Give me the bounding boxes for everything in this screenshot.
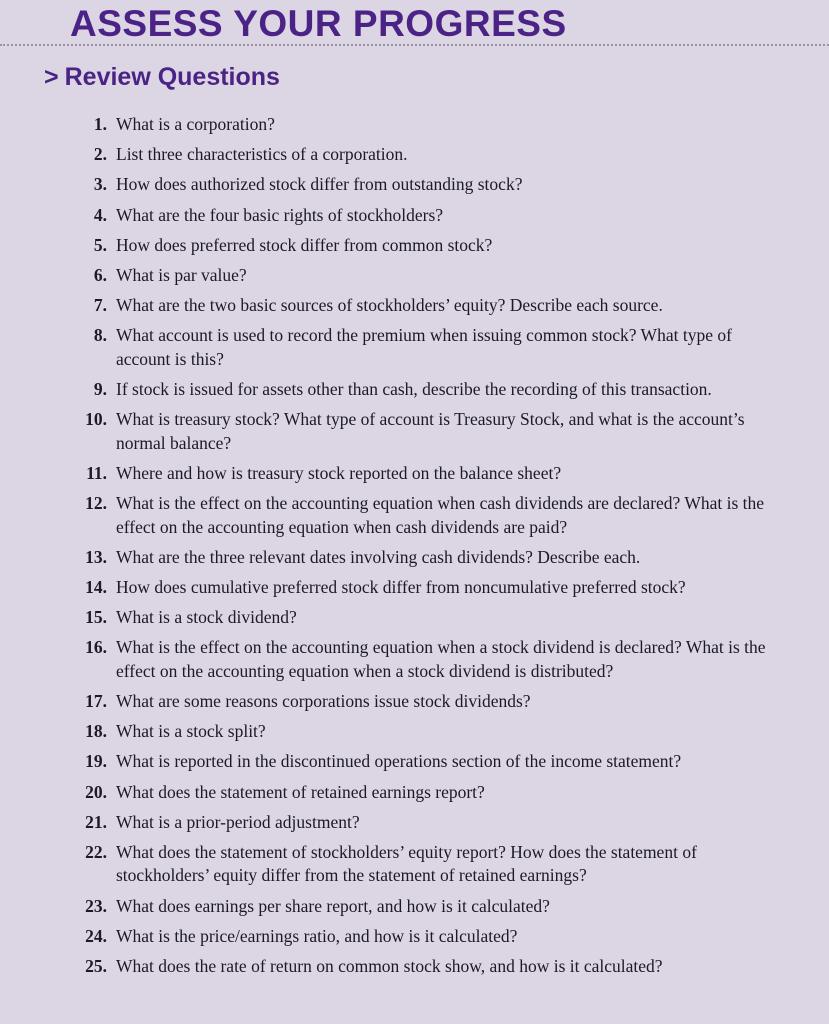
question-text: What is the effect on the accounting equation when a stock dividend is declared? What is the effect on the accounting equation when a stock dividend is distributed?	[116, 637, 766, 681]
question-number: 21.	[85, 811, 107, 832]
question-text: If stock is issued for assets other than cash, describe the recording of this transaction.	[116, 379, 712, 399]
question-text: What does the statement of stockholders’ equity report? How does the statement of stockholders’ equity differ from the statement of retained earnings?	[116, 841, 697, 886]
question-text: What is par value?	[116, 264, 247, 285]
question-number: 10.	[85, 409, 107, 430]
question-text: What is treasury stock? What type of account is Treasury Stock, and what is the account’s normal balance?	[116, 409, 745, 453]
question-item	[0, 606, 829, 630]
question-text: What does earnings per share report, and how is it calculated?	[116, 895, 550, 916]
question-text: What does the rate of return on common stock show, and how is it calculated?	[116, 956, 663, 976]
question-number: 24.	[85, 925, 107, 946]
question-text: What are the two basic sources of stockholders’ equity? Describe each source.	[116, 295, 663, 316]
question-text: Where and how is treasury stock reported on the balance sheet?	[116, 462, 562, 483]
question-text: What is a stock split?	[116, 721, 266, 742]
question-text: What is a prior-period adjustment?	[116, 811, 360, 832]
question-number: 22.	[85, 841, 107, 862]
question-number: 19.	[85, 751, 107, 772]
question-text: What are the three relevant dates involving cash dividends? Describe each.	[116, 546, 641, 567]
chevron-right-icon: >	[44, 63, 59, 91]
question-item	[0, 895, 829, 919]
section-title: Review Questions	[64, 63, 280, 91]
question-item	[0, 720, 829, 744]
question-number: 4.	[93, 204, 107, 225]
question-item	[0, 636, 829, 683]
question-text: What is reported in the discontinued operations section of the income statement?	[116, 751, 682, 772]
question-number: 25.	[85, 956, 107, 976]
question-text: How does preferred stock differ from common stock?	[116, 234, 493, 255]
question-text: What is a stock dividend?	[116, 607, 297, 628]
question-text: What is the price/earnings ratio, and how is it calculated?	[116, 925, 518, 946]
question-text: How does authorized stock differ from outstanding stock?	[116, 174, 523, 195]
question-item	[0, 750, 829, 774]
question-number: 17.	[85, 691, 107, 711]
question-text: List three characteristics of a corporation.	[116, 144, 408, 165]
question-number: 7.	[93, 295, 107, 316]
question-item	[0, 841, 829, 888]
question-item	[0, 925, 829, 949]
question-item	[0, 294, 829, 318]
question-item	[0, 955, 829, 979]
question-number: 2.	[93, 144, 107, 165]
question-item	[0, 462, 829, 486]
question-item	[0, 781, 829, 805]
question-number: 16.	[85, 637, 107, 658]
question-number: 3.	[93, 174, 107, 195]
question-item	[0, 113, 829, 137]
question-number: 9.	[93, 379, 107, 399]
question-item	[0, 811, 829, 835]
question-number: 11.	[86, 462, 107, 483]
question-number: 13.	[85, 546, 107, 567]
question-item	[0, 143, 829, 167]
question-number: 8.	[93, 325, 107, 346]
question-number: 20.	[85, 781, 107, 802]
question-item	[0, 204, 829, 228]
dotted-divider	[0, 44, 829, 46]
question-item	[0, 234, 829, 258]
question-text: What is the effect on the accounting equation when cash dividends are declared? What is the effect on the accounting equation when cash dividends are paid?	[116, 493, 765, 537]
question-item	[0, 324, 829, 371]
question-number: 18.	[85, 721, 107, 742]
question-text: What is a corporation?	[116, 114, 275, 134]
question-item	[0, 546, 829, 570]
section-heading	[44, 60, 280, 94]
question-text: What are the four basic rights of stockholders?	[116, 204, 444, 225]
question-item	[0, 264, 829, 288]
question-text: What are some reasons corporations issue stock dividends?	[116, 691, 531, 711]
question-number: 15.	[85, 607, 107, 628]
question-number: 14.	[85, 576, 107, 597]
question-item	[0, 492, 829, 539]
question-item	[0, 173, 829, 197]
question-text: What account is used to record the premium when issuing common stock? What type of account is this?	[116, 325, 732, 369]
question-item	[0, 408, 829, 455]
question-text: How does cumulative preferred stock differ from noncumulative preferred stock?	[116, 576, 686, 597]
question-text: What does the statement of retained earnings report?	[116, 781, 485, 802]
page-title: ASSESS YOUR PROGRESS	[70, 3, 567, 44]
question-list	[0, 113, 829, 985]
question-item	[0, 576, 829, 600]
question-number: 5.	[93, 234, 107, 255]
question-number: 12.	[85, 493, 107, 514]
question-number: 6.	[93, 264, 107, 285]
question-number: 1.	[93, 114, 107, 134]
question-number: 23.	[85, 895, 107, 916]
question-item	[0, 378, 829, 402]
question-item	[0, 690, 829, 714]
